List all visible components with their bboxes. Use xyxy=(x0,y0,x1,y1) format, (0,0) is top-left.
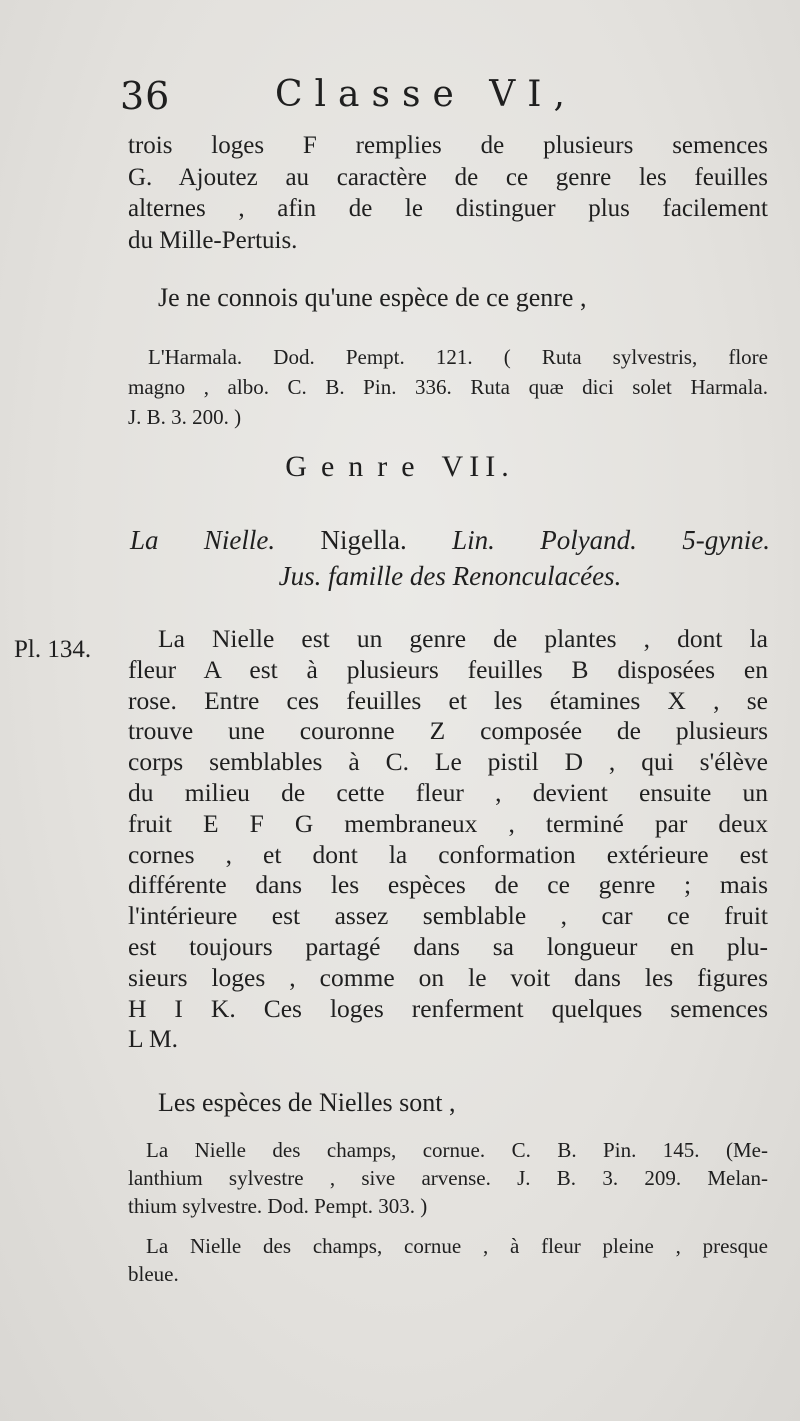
text-line: corps semblables à C. Le pistil D , qui s'élève xyxy=(128,747,768,777)
plate-reference: Pl. 134. xyxy=(14,636,92,663)
genre-heading xyxy=(0,450,800,484)
text-line: lanthium sylvestre , sive arvense. J. B. 3. 209. Melan- xyxy=(128,1166,768,1190)
page-header xyxy=(120,74,760,124)
text-line: différente dans les espèces de ce genre ; mais xyxy=(128,870,768,900)
text-line: sieurs loges , comme on le voit dans les figures xyxy=(128,962,768,992)
text-line: fleur A est à plusieurs feuilles B disposées en xyxy=(128,654,768,684)
text-line: l'intérieure est assez semblable , car ce fruit xyxy=(128,901,768,931)
genre-numeral: VII. xyxy=(441,450,515,483)
text-line: H I K. Ces loges renferment quelques semences xyxy=(128,993,768,1023)
species-entry xyxy=(128,1232,768,1288)
running-title: Classe VI, xyxy=(275,74,577,115)
text-line: du Mille-Pertuis. xyxy=(128,226,298,254)
text-line: L M. xyxy=(128,1024,179,1054)
text-line: L'Harmala. Dod. Pempt. 121. ( Ruta sylvestris, flore xyxy=(148,345,768,369)
page-number: 36 xyxy=(120,74,171,118)
text-line: cornes , et dont la conformation extérieure est xyxy=(128,839,768,869)
text-line: G. Ajoutez au caractère de ce genre les feuilles xyxy=(128,163,768,191)
text-line: La Nielle est un genre de plantes , dont la xyxy=(158,624,768,653)
text-line: du milieu de cette fleur , devient ensuite un xyxy=(128,777,768,807)
paragraph-continuation xyxy=(128,130,768,256)
species-reference xyxy=(128,342,768,432)
jussieu-ref: Jus. famille des Renonculacées. xyxy=(278,561,622,591)
text-line: est toujours partagé dans sa longueur en plu- xyxy=(128,931,768,961)
text-line: magno , albo. C. B. Pin. 336. Ruta quæ dici solet Harmala. xyxy=(128,375,768,399)
text-line: alternes , afin de le distinguer plus facilement xyxy=(128,195,768,222)
linnaeus-ref: Lin. xyxy=(452,525,495,555)
text-line: La Nielle des champs, cornue. C. B. Pin. 145. (Me- xyxy=(146,1138,768,1162)
genre-word: Genre xyxy=(285,450,429,483)
species-entry xyxy=(128,1136,768,1220)
single-species-statement: Je ne connois qu'une espèce de ce genre , xyxy=(158,283,587,312)
genus-latin-name: Nigella. xyxy=(320,525,407,555)
text-line: rose. Entre ces feuilles et les étamines X , se xyxy=(128,685,768,715)
text-line: thium sylvestre. Dod. Pempt. 303. ) xyxy=(128,1194,428,1218)
text-line: fruit E F G membraneux , terminé par deux xyxy=(128,808,768,838)
genus-description xyxy=(128,624,768,1055)
text-line: trouve une couronne Z composée de plusieurs xyxy=(128,716,768,746)
text-line: bleue. xyxy=(128,1262,179,1286)
text-line: La Nielle des champs, cornue , à fleur pleine , presque xyxy=(146,1234,768,1258)
text-line: trois loges F remplies de plusieurs semences xyxy=(128,132,768,159)
linnaeus-order: 5-gynie. xyxy=(682,525,771,555)
linnaeus-class: Polyand. xyxy=(540,525,637,555)
genus-title xyxy=(130,522,770,594)
genus-french-name: La Nielle. xyxy=(130,525,276,555)
text-line: J. B. 3. 200. ) xyxy=(128,405,242,429)
species-list-heading: Les espèces de Nielles sont , xyxy=(158,1088,456,1117)
